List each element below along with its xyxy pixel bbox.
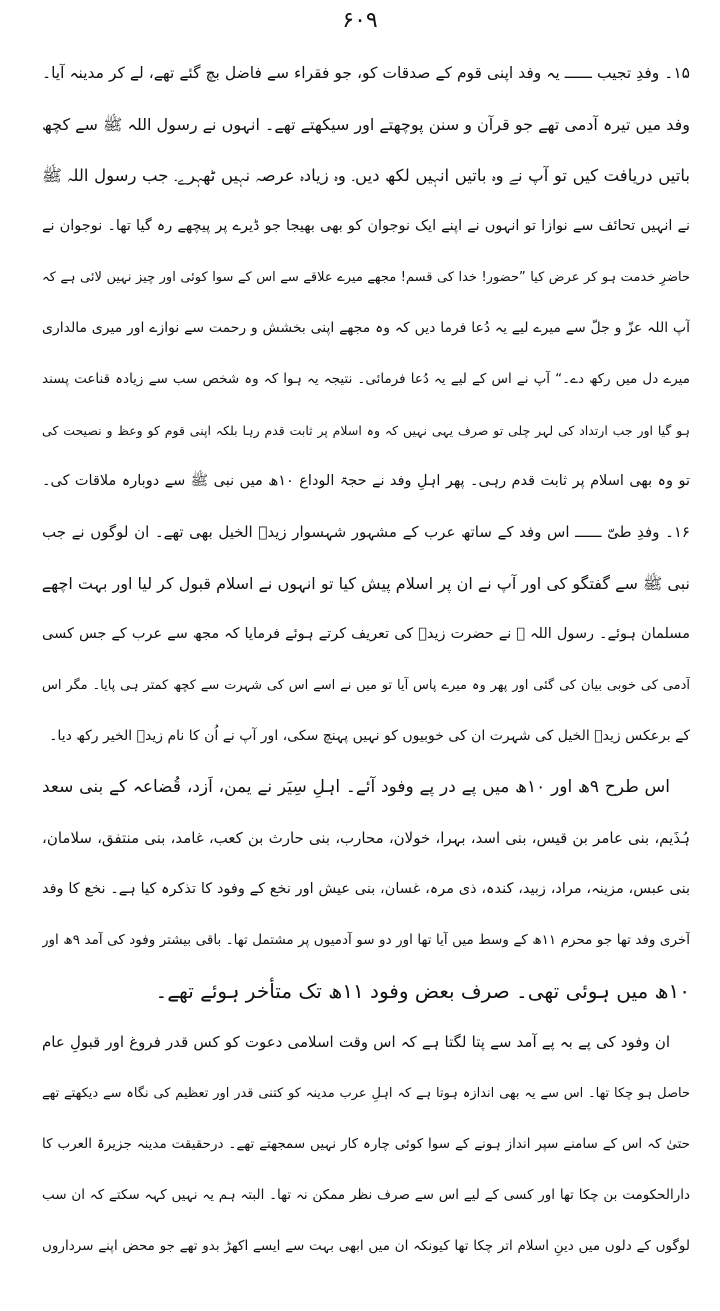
text-line: آدمی کی خوبی بیان کی گئی اور پھر وہ میرے پاس آیا تو میں نے اسے اس کی شہرت سے کچھ کمتر ہی پایا۔ مگر اس xyxy=(42,678,690,693)
text-line: حتیٰ کہ اس کے سامنے سپر انداز ہونے کے سوا کوئی چارہ کار نہیں سمجھتے تھے۔ درحقیقت مدینہ جزیرۃ العرب کا xyxy=(42,1136,690,1152)
text-line: اس طرح ۹ھ اور ۱۰ھ میں پے در پے وفود آئے۔ اہلِ سِیَر نے یمن، اَزد، قُضاعہ کے بنی سعد xyxy=(42,777,671,797)
text-line: آپ اللہ عزّ و جلّ سے میرے لیے یہ دُعا فرما دیں کہ وہ مجھے اپنی بخشش و رحمت سے نوازے اور میری مالداری xyxy=(42,320,690,336)
text-line: کے برعکس زیدؓ الخیل کی شہرت ان کی خوبیوں کو نہیں پہنچ سکی، اور آپ نے اُن کا نام زیدؓ الخیر رکھ دیا۔ xyxy=(49,728,690,744)
text-line: مسلمان ہوئے۔ رسول اللہ ﷺ نے حضرت زیدؓ کی تعریف کرتے ہوئے فرمایا کہ مجھ سے عرب کے جس کسی xyxy=(42,626,690,642)
text-line: نبی ﷺ سے گفتگو کی اور آپ نے ان پر اسلام پیش کیا تو انہوں نے اسلام قبول کر لیا اور بہت اچھے xyxy=(42,574,690,593)
text-line: ۱۶۔ وفدِ طیّ ــــــ اس وفد کے ساتھ عرب کے مشہور شہسوار زیدؓ الخیل بھی تھے۔ ان لوگوں نے جب xyxy=(42,523,690,541)
text-line: ۱۵۔ وفدِ تجیب ــــــ یہ وفد اپنی قوم کے صدقات کو، جو فقراء سے فاضل بچ گئے تھے، لے کر مدینہ آیا۔ xyxy=(42,64,690,82)
text-line: بنی عبس، مزینہ، مراد، زبید، کندہ، ذی مرہ، غسان، بنی عیش اور نخع کے وفود کا تذکرہ کیا ہے۔ نخع کا وفد xyxy=(42,881,690,897)
text-line: میرے دل میں رکھ دے۔“ آپ نے اس کے لیے یہ دُعا فرمائی۔ نتیجہ یہ ہوا کہ وہ شخص سب سے زیادہ قناعت پسند xyxy=(42,371,690,387)
text-line: نے انہیں تحائف سے نوازا تو انہوں نے اپنے ایک نوجوان کو بھی بھیجا جو ڈیرے پر پیچھے رہ گیا تھا۔ نوجوان نے xyxy=(42,218,690,234)
body-text xyxy=(42,48,690,1272)
text-line: ہو گیا اور جب ارتداد کی لہر چلی تو صرف یہی نہیں کہ وہ اسلام پر ثابت قدم رہا بلکہ اپنی قوم کو وعظ و نصیحت کی xyxy=(42,423,690,438)
text-line: ۱۰ھ میں ہوئی تھی۔ صرف بعض وفود ۱۱ھ تک متأخر ہوئے تھے۔ xyxy=(155,979,690,1003)
text-line: وفد میں تیرہ آدمی تھے جو قرآن و سنن پوچھتے اور سیکھتے تھے۔ انہوں نے رسول اللہ ﷺ سے کچھ xyxy=(42,115,690,134)
text-line: حاصل ہو چکا تھا۔ اس سے یہ بھی اندازہ ہوتا ہے کہ اہلِ عرب مدینہ کو کتنی قدر اور تعظیم کی نگاہ سے دیکھتے تھے xyxy=(42,1086,690,1101)
text-line: ہُذَیم، بنی عامر بن قیس، بنی اسد، بہرا، خولان، محارب، بنی حارث بن کعب، غامد، بنی منتفق، سلامان، xyxy=(42,829,690,847)
text-line: حاضرِ خدمت ہو کر عرض کیا ”حضور! خدا کی قسم! مجھے میرے علاقے سے اس کے سوا کوئی اور چیز نہیں لائی ہے کہ xyxy=(42,270,690,285)
text-line: باتیں دریافت کیں تو آپ نے وہ باتیں انہیں لکھ دیں۔ وہ زیادہ عرصہ نہیں ٹھہرے۔ جب رسول اللہ ﷺ xyxy=(42,166,690,185)
text-line: آخری وفد تھا جو محرم ۱۱ھ کے وسط میں آیا تھا اور دو سو آدمیوں پر مشتمل تھا۔ باقی بیشتر وفود کی آمد ۹ھ اور xyxy=(42,932,690,948)
text-line: تو وہ بھی اسلام پر ثابت قدم رہی۔ پھر اہلِ وفد نے حجۃ الوداع ۱۰ھ میں نبی ﷺ سے دوبارہ ملاقات کی۔ xyxy=(42,473,690,489)
page-number: ۶۰۹ xyxy=(342,8,378,33)
text-line: دارالحکومت بن چکا تھا اور کسی کے لیے اس سے صرف نظر ممکن نہ تھا۔ البتہ ہم یہ نہیں کہہ سکتے کہ ان سب xyxy=(42,1187,690,1203)
text-line: ان وفود کی پے بہ پے آمد سے پتا لگتا ہے کہ اس وقت اسلامی دعوت کو کس قدر فروغ اور قبولِ عام xyxy=(42,1033,670,1051)
text-line: لوگوں کے دلوں میں دینِ اسلام اتر چکا تھا کیونکہ ان میں ابھی بہت سے ایسے اکھڑ بدو تھے جو محض اپنے سرداروں xyxy=(42,1238,690,1254)
